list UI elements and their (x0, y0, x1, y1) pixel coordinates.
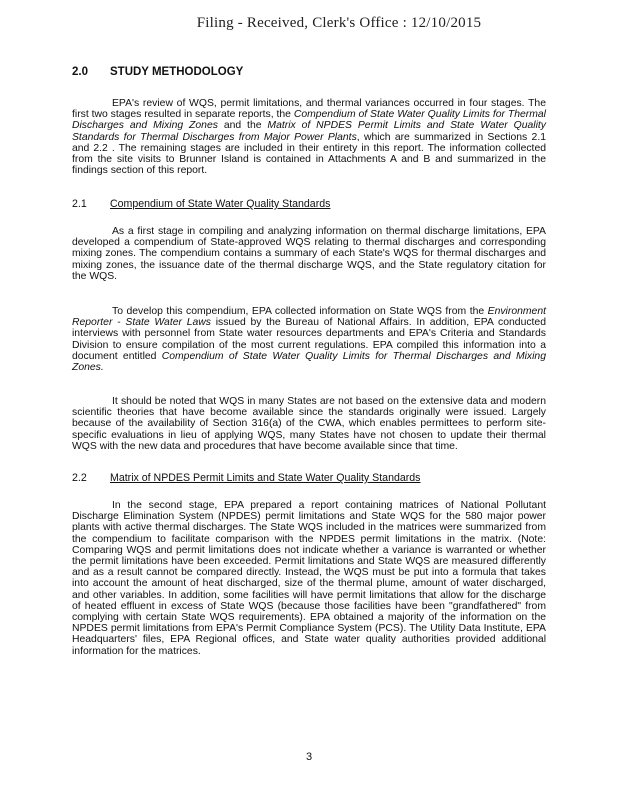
intro-paragraph (72, 98, 546, 176)
filing-stamp-text: Filing - Received, Clerk's Office : 12/10/2015 (196, 15, 482, 31)
section-title: STUDY METHODOLOGY (110, 66, 244, 78)
filing-stamp (0, 15, 618, 32)
subsection-2-2-paragraph-1: In the second stage, EPA prepared a report containing matrices of National Pollutant Discharge Elimination System (NPDES) permit limitations and State WQS for the 580 major power plants with active thermal discharges. The State WQS included in the matrices were summarized from the compendium to facilitate comparison with the NPDES permit limitations in the matrix. (Note: Comparing WQS and permit limitations does not indicate whether a variance is warranted or whether the permit limitations have been exceeded. Permit limitations and State WQS are measured differently and as a result cannot be compared directly. Instead, the WQS must be put into a formula that takes into account the amount of heat discharged, size of the thermal plume, amount of water discharged, and other variables. In addition, some facilities will have permit limitations that allow for the discharge of heated effluent in excess of State WQS (because those facilities have been "grandfathered" from complying with certain State WQS requirements). EPA obtained a majority of the information on the NPDES permit limitations from EPA's Permit Compliance System (PCS). The Utility Data Institute, EPA Headquarters' files, EPA Regional offices, and State water quality authorities provided additional information for the matrices. (72, 500, 546, 657)
compendium-document-title: Compendium of State Water Quality Limits for Thermal Discharges and Mixing Zones. (72, 350, 546, 374)
subsection-2-2-heading (72, 472, 420, 484)
environment-reporter-title: Environment Reporter - State Water Laws (72, 306, 546, 329)
section-heading (72, 66, 243, 78)
intro-text-a: EPA's review of WQS, permit limitations, and thermal variances occurred in four stages. The first two stages resulted in separate reports, the (72, 98, 546, 121)
subsection-2-1-paragraph-3: It should be noted that WQS in many States are not based on the extensive data and modern scientific theories that have become available since the standards originally were issued. Largely because of the availability of Section 316(a) of the CWA, which enables permittees to perform site-specific evaluations in lieu of applying WQS, many States have not chosen to update their thermal WQS with the new data and procedures that have become available since that time. (72, 396, 546, 452)
intro-text-b: and the (217, 120, 268, 132)
section-number: 2.0 (72, 66, 88, 78)
subsection-2-1-paragraph-2 (72, 306, 546, 373)
page-number: 3 (305, 751, 313, 763)
subsection-2-1-paragraph-1: As a first stage in compiling and analyzing information on thermal discharge limitations, EPA developed a compendium of State-approved WQS relating to thermal discharges and corresponding mixing zones. The compendium contains a summary of each State's WQS for thermal discharges and mixing zones, the issuance date of the thermal discharge WQS, and the State regulatory citation for the WQS. (72, 226, 546, 282)
p2-text-a: To develop this compendium, EPA collected information on State WQS from the (112, 306, 488, 317)
subsection-2-1-number: 2.1 (72, 198, 87, 210)
p2-text-b: issued by the Bureau of National Affairs. In addition, EPA conducted interviews with personnel from State water resources departments and EPA's Criteria and Standards Division to ensure compilation of the most current regulations. EPA compiled this information into a document entitled (72, 317, 546, 362)
intro-text-c: , which are summarized in Sections 2.1 and 2.2 . The remaining stages are included in their entirety in this report. The information collected from the site visits to Brunner Island is contained in Attachments A and B and summarized in the findings section of this report. (72, 131, 546, 177)
subsection-2-1-heading (72, 198, 330, 210)
intro-matrix-title: Matrix of NPDES Permit Limits and State Water Quality Standards for Thermal Discharges from Major Power Plants (72, 120, 546, 143)
subsection-2-2-title: Matrix of NPDES Permit Limits and State Water Quality Standards (110, 472, 421, 484)
intro-compendium-title: Compendium of State Water Quality Limits for Thermal Discharges and Mixing Zones (72, 109, 546, 132)
subsection-2-2-number: 2.2 (72, 472, 87, 484)
subsection-2-1-title: Compendium of State Water Quality Standards (110, 198, 331, 210)
